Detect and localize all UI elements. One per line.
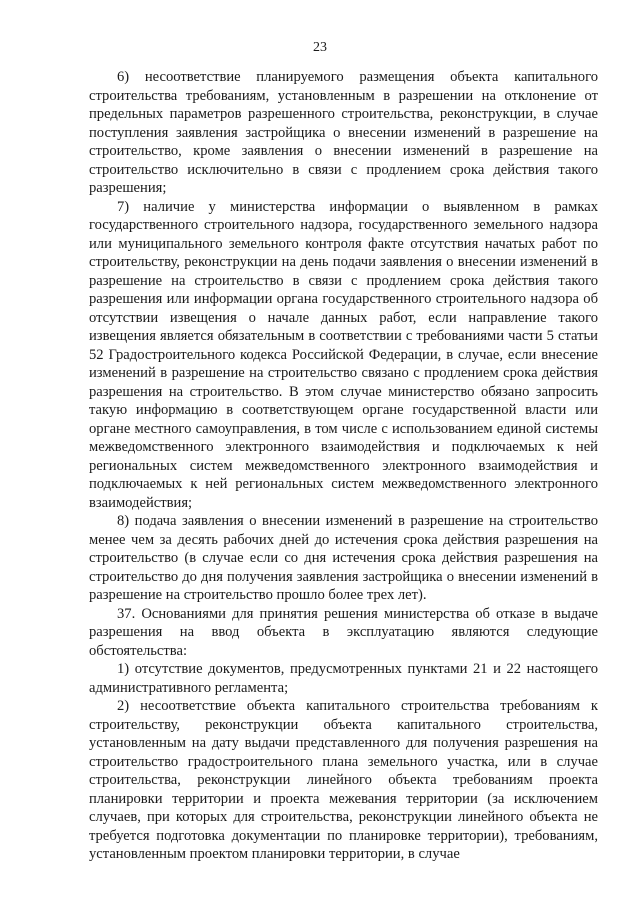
page-number: 23 bbox=[313, 40, 327, 55]
paragraph-item-7: 7) наличие у министерства информации о выявленном в рамках государственного строительного надзора, государственного земельного надзора или муниципального земельного контроля факте отсутствия начатых работ по строительству, реконструкции на день подачи заявления о внесении изменений в разрешение на строительство в связи с продлением срока действия такого разрешения или информации органа государственного строительного надзора об отсутствии извещения о начале данных работ, если направление такого извещения является обязательным в соответствии с требованиями части 5 статьи 52 Градостроительного кодекса Российской Федерации, в случае, если внесение изменений в разрешение на строительство связано с продлением срока действия разрешения на строительство. В этом случае министерство обязано запросить такую информацию в соответствующем органе государственной власти или органе местного самоуправления, в том числе с использованием единой системы межведомственного электронного взаимодействия и подключаемых к ней региональных систем межведомственного электронного взаимодействия и подключаемых к ней региональных систем межведомственного электронного взаимодействия; bbox=[89, 198, 598, 511]
paragraph-item-1: 1) отсутствие документов, предусмотренных пунктами 21 и 22 настоящего административного регламента; bbox=[89, 661, 598, 696]
paragraph-item-6: 6) несоответствие планируемого размещения объекта капитального строительства требованиям, установленным в разрешении на отклонение от предельных параметров разрешенного строительства, реконструкции, в случае поступления заявления застройщика о внесении изменений в разрешение на строительство, кроме заявления о внесении изменений в разрешение на строительство исключительно в связи с продлением срока действия такого разрешения; bbox=[89, 69, 598, 196]
paragraph-item-2: 2) несоответствие объекта капитального строительства требованиям к строительству, реконструкции объекта капитального строительства, установленным на дату выдачи представленного для получения разрешения на строительство градостроительного плана земельного участка, или в случае строительства, реконструкции линейного объекта требованиям проекта планировки территории и проекта межевания территории (за исключением случаев, при которых для строительства, реконструкции линейного объекта не требуется подготовка документации по планировке территории), требованиям, установленным проектом планировки территории, в случае bbox=[89, 698, 598, 862]
paragraph-section-37: 37. Основаниями для принятия решения министерства об отказе в выдаче разрешения на ввод объекта в эксплуатацию являются следующие обстоятельства: bbox=[89, 605, 598, 659]
paragraph-item-8: 8) подача заявления о внесении изменений в разрешение на строительство менее чем за десять рабочих дней до истечения срока действия разрешения на строительство (в случае если со дня истечения срока действия разрешения на строительство до дня получения заявления застройщика о внесении изменений в разрешение на строительство прошло более трех лет). bbox=[89, 513, 598, 603]
document-body bbox=[89, 68, 598, 864]
